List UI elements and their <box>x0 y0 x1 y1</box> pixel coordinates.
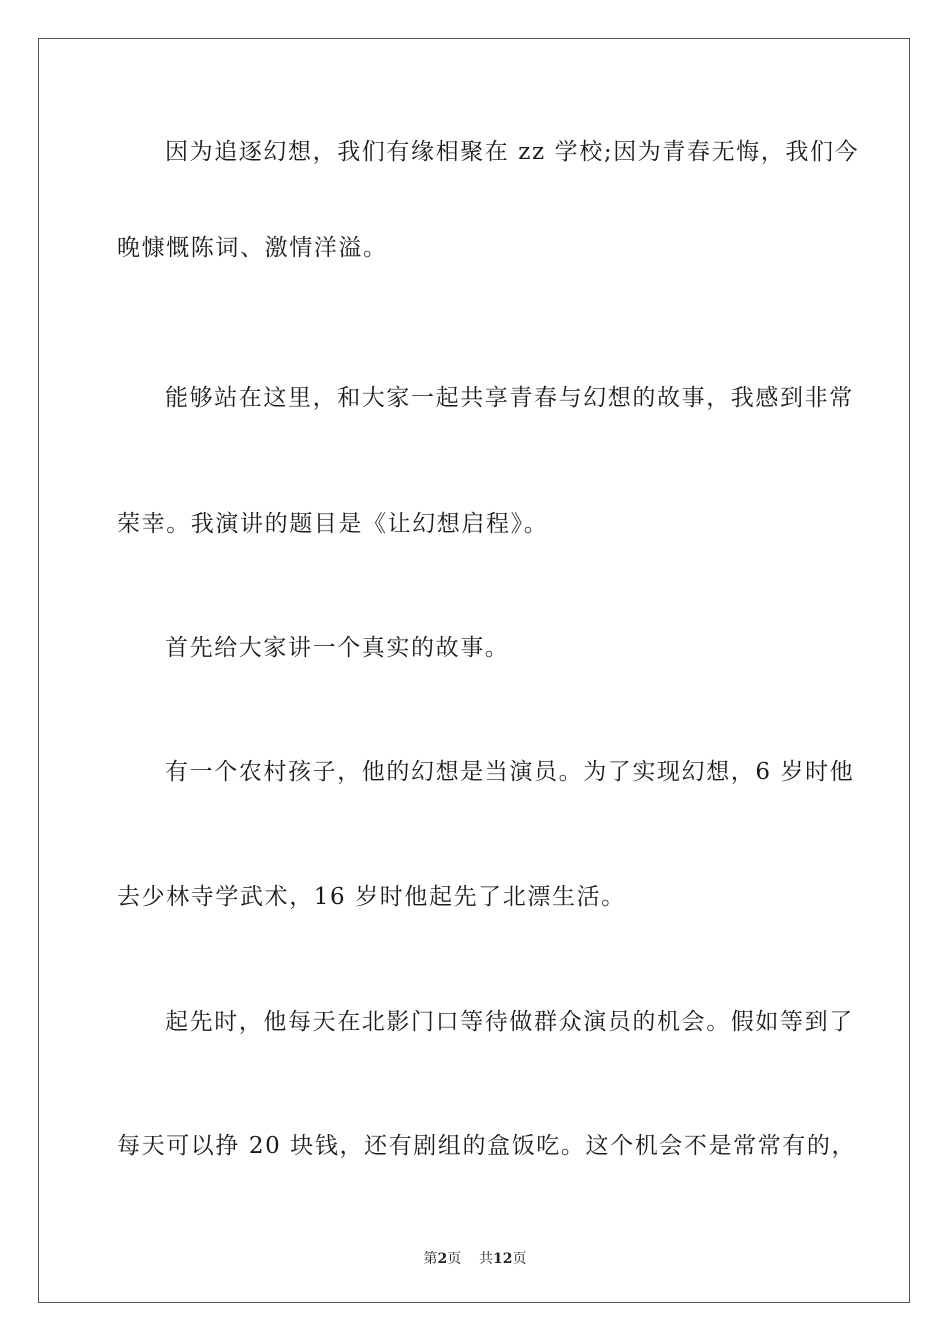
footer-total-prefix: 共 <box>479 1251 494 1267</box>
paragraph-4-line-2: 去少林寺学武术，16 岁时他起先了北漂生活。 <box>117 884 626 910</box>
paragraph-2-line-2: 荣幸。我演讲的题目是《让幻想启程》。 <box>117 511 549 537</box>
paragraph-5-line-1: 起先时，他每天在北影门口等待做群众演员的机会。假如等到了 <box>165 1009 854 1035</box>
footer-page-unit: 页 <box>447 1251 462 1267</box>
footer-page-current: 2 <box>437 1251 448 1267</box>
footer-page-prefix: 第 <box>423 1251 438 1267</box>
footer-total-unit: 页 <box>512 1251 527 1267</box>
paragraph-2-line-1: 能够站在这里，和大家一起共享青春与幻想的故事，我感到非常 <box>165 385 854 411</box>
footer-page-total: 12 <box>493 1251 513 1267</box>
paragraph-3-line-1: 首先给大家讲一个真实的故事。 <box>165 635 510 661</box>
page-footer <box>0 1248 950 1268</box>
paragraph-5-line-2: 每天可以挣 20 块钱，还有剧组的盒饭吃。这个机会不是常常有的， <box>117 1133 857 1159</box>
paragraph-4-line-1: 有一个农村孩子，他的幻想是当演员。为了实现幻想，6 岁时他 <box>165 759 855 785</box>
page-border <box>38 38 910 1303</box>
paragraph-1-line-2: 晚慷慨陈词、激情洋溢。 <box>117 235 388 261</box>
paragraph-1-line-1: 因为追逐幻想，我们有缘相聚在 zz 学校;因为青春无悔，我们今 <box>165 139 860 165</box>
